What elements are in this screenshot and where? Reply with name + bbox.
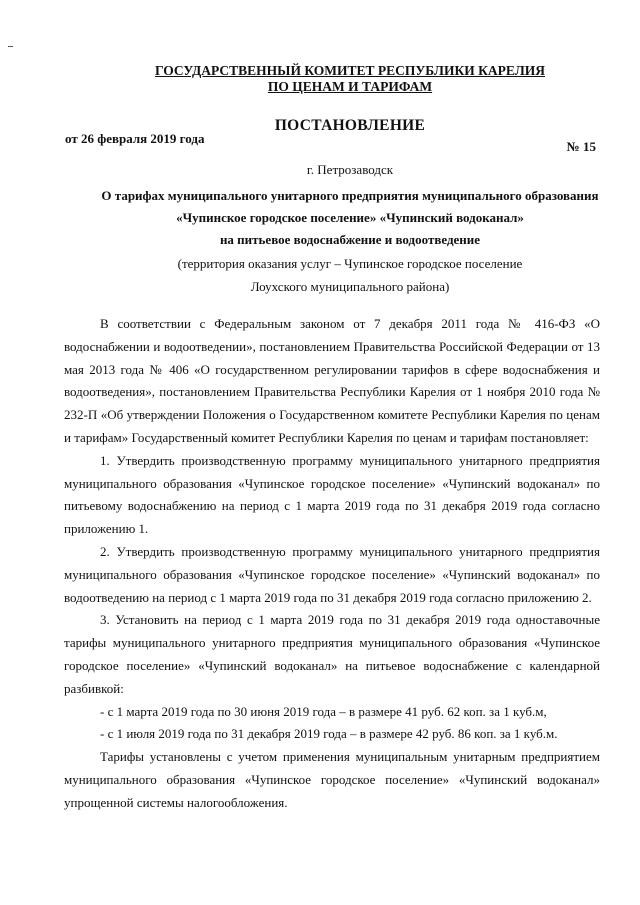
document-city: г. Петрозаводск bbox=[306, 162, 394, 177]
item-2-paragraph: 2. Утвердить производственную программу муниципального унитарного предприятия муниципального образования «Чупинское городское поселение» «Чупинский водоканал» по водоотведению на период с 1 марта 2019 года по 31 декабря 2019 года согласно приложению 2. bbox=[64, 543, 600, 605]
territory-line2: Лоухского муниципального района) bbox=[250, 279, 450, 294]
scan-mark bbox=[8, 46, 13, 47]
subject-line3: на питьевое водоснабжение и водоотведение bbox=[219, 232, 481, 247]
rate-line-1: - с 1 марта 2019 года по 30 июня 2019 года – в размере 41 руб. 62 коп. за 1 куб.м, bbox=[100, 703, 547, 719]
subject-line1: О тарифах муниципального унитарного предприятия муниципального образования bbox=[101, 188, 599, 203]
preamble-paragraph: В соответствии с Федеральным законом от 7 декабря 2011 года № 416-ФЗ «О водоснабжении и водоотведении», постановлением Правительства Российской Федерации от 13 мая 2013 года № 406 «О государственном регулировании тарифов в сфере водоснабжения и водоотведения», постановлением Правительства Республики Карелия от 1 ноября 2010 года № 232-П «Об утверждении Положения о Государственном комитете Республики Карелия по ценам и тарифам» Государственный комитет Республики Карелия по ценам и тарифам постановляет: bbox=[64, 316, 600, 445]
document-body bbox=[64, 313, 600, 815]
org-name-line1: ГОСУДАРСТВЕННЫЙ КОМИТЕТ РЕСПУБЛИКИ КАРЕЛИЯ bbox=[154, 63, 546, 78]
territory-line1: (территория оказания услуг – Чупинское городское поселение bbox=[177, 256, 523, 271]
org-name-line2: ПО ЦЕНАМ И ТАРИФАМ bbox=[267, 79, 433, 94]
document-type: ПОСТАНОВЛЕНИЕ bbox=[274, 117, 426, 134]
rate-line-2: - с 1 июля 2019 года по 31 декабря 2019 года – в размере 42 руб. 86 коп. за 1 куб.м. bbox=[100, 726, 558, 742]
document-number: № 15 bbox=[566, 139, 596, 154]
tax-note-paragraph: Тарифы установлены с учетом применения муниципальным унитарным предприятием муниципального образования «Чупинское городское поселение» «Чупинский водоканал» упрощенной системы налогообложения. bbox=[64, 749, 600, 810]
item-1-paragraph: 1. Утвердить производственную программу муниципального унитарного предприятия муниципального образования «Чупинское городское поселение» «Чупинский водоканал» по питьевому водоснабжению на период с 1 марта 2019 года по 31 декабря 2019 года согласно приложению 1. bbox=[64, 452, 600, 537]
item-3-paragraph: 3. Установить на период с 1 марта 2019 года по 31 декабря 2019 года одноставочные тарифы муниципального унитарного предприятия муниципального образования «Чупинское городское поселение» «Чупинский водоканал» на питьевое водоснабжение с календарной разбивкой: bbox=[64, 612, 600, 696]
document-date: от 26 февраля 2019 года bbox=[65, 131, 205, 146]
subject-line2: «Чупинское городское поселение» «Чупинский водоканал» bbox=[176, 210, 524, 225]
